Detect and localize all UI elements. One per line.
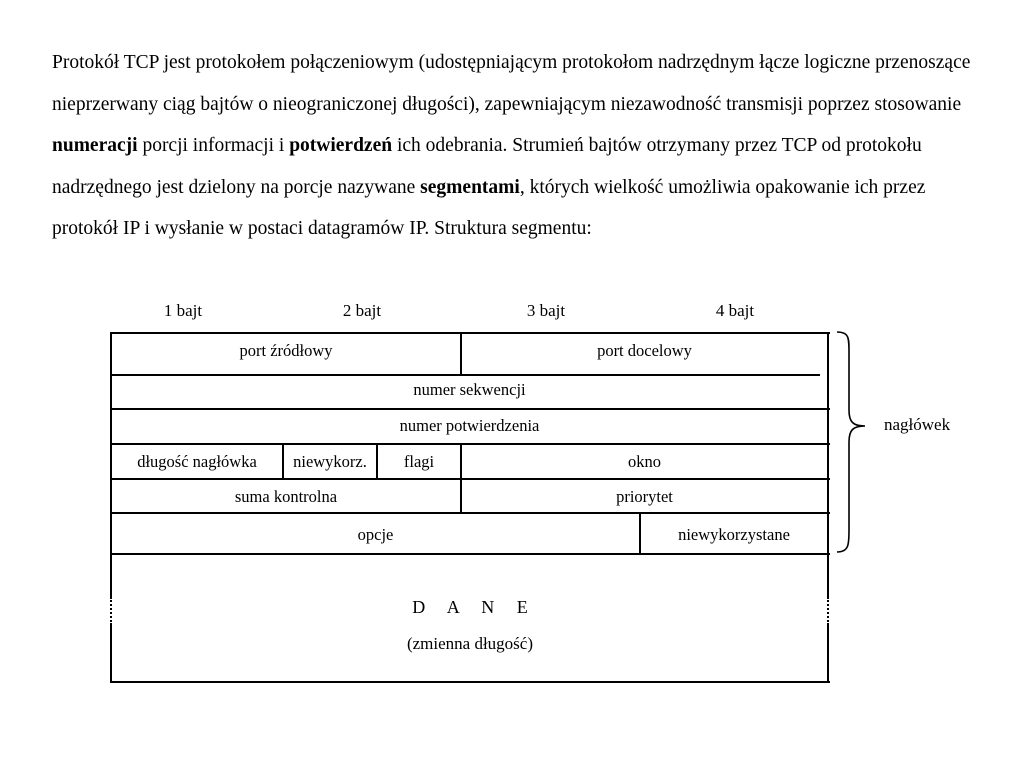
field-source-port: port źródłowy [239, 341, 333, 360]
field-padding: niewykorzystane [678, 524, 790, 544]
field-destination-port: port docelowy [597, 341, 692, 360]
term-segmentami: segmentami [420, 176, 520, 198]
field-window: okno [628, 451, 661, 471]
header-label: nagłówek [884, 415, 951, 434]
field-reserved: niewykorz. [293, 451, 367, 471]
paragraph-text-2: porcji informacji i [137, 135, 290, 156]
field-header-length: długość nagłówka [137, 451, 257, 471]
header-brace-icon [835, 330, 875, 560]
byte-label-2: 2 bajt [342, 301, 382, 320]
data-section-subtitle: (zmienna długość) [406, 634, 534, 653]
field-checksum: suma kontrolna [234, 487, 338, 506]
byte-label-1: 1 bajt [163, 301, 203, 320]
paragraph-text-4: , których wielkość umożliwia opakowanie ich przez protokół IP i wysłanie w postaci datagramów IP. Struktura segmentu: [52, 176, 926, 239]
outer-right-border [827, 332, 829, 597]
byte-label-4: 4 bajt [715, 301, 755, 320]
description-paragraph [52, 42, 982, 250]
field-priority: priorytet [616, 487, 673, 506]
field-flags: flagi [403, 451, 435, 471]
paragraph-text-1: Protokół TCP jest protokołem połączeniowym (udostępniającym protokołom nadrzędnym łącze logiczne przenoszące nieprzerwany ciąg bajtów o nieograniczonej długości), zapewniającym niezawodność transmisji poprzez stosowanie [52, 52, 971, 115]
term-potwierdzen: potwierdzeń [289, 135, 393, 156]
paragraph-text-3: ich odebrania. Strumień bajtów otrzymany przez TCP od protokołu nadrzędnego jest dzielony na porcje nazywane [52, 135, 922, 198]
field-options: opcje [357, 524, 394, 544]
field-ack-number: numer potwierdzenia [399, 415, 540, 435]
row-line-bottom [110, 681, 830, 683]
field-sequence-number: numer sekwencji [413, 379, 526, 399]
term-numeracji: numeracji [52, 135, 138, 156]
byte-label-3: 3 bajt [526, 301, 566, 320]
data-section-title: D A N E [412, 597, 528, 617]
